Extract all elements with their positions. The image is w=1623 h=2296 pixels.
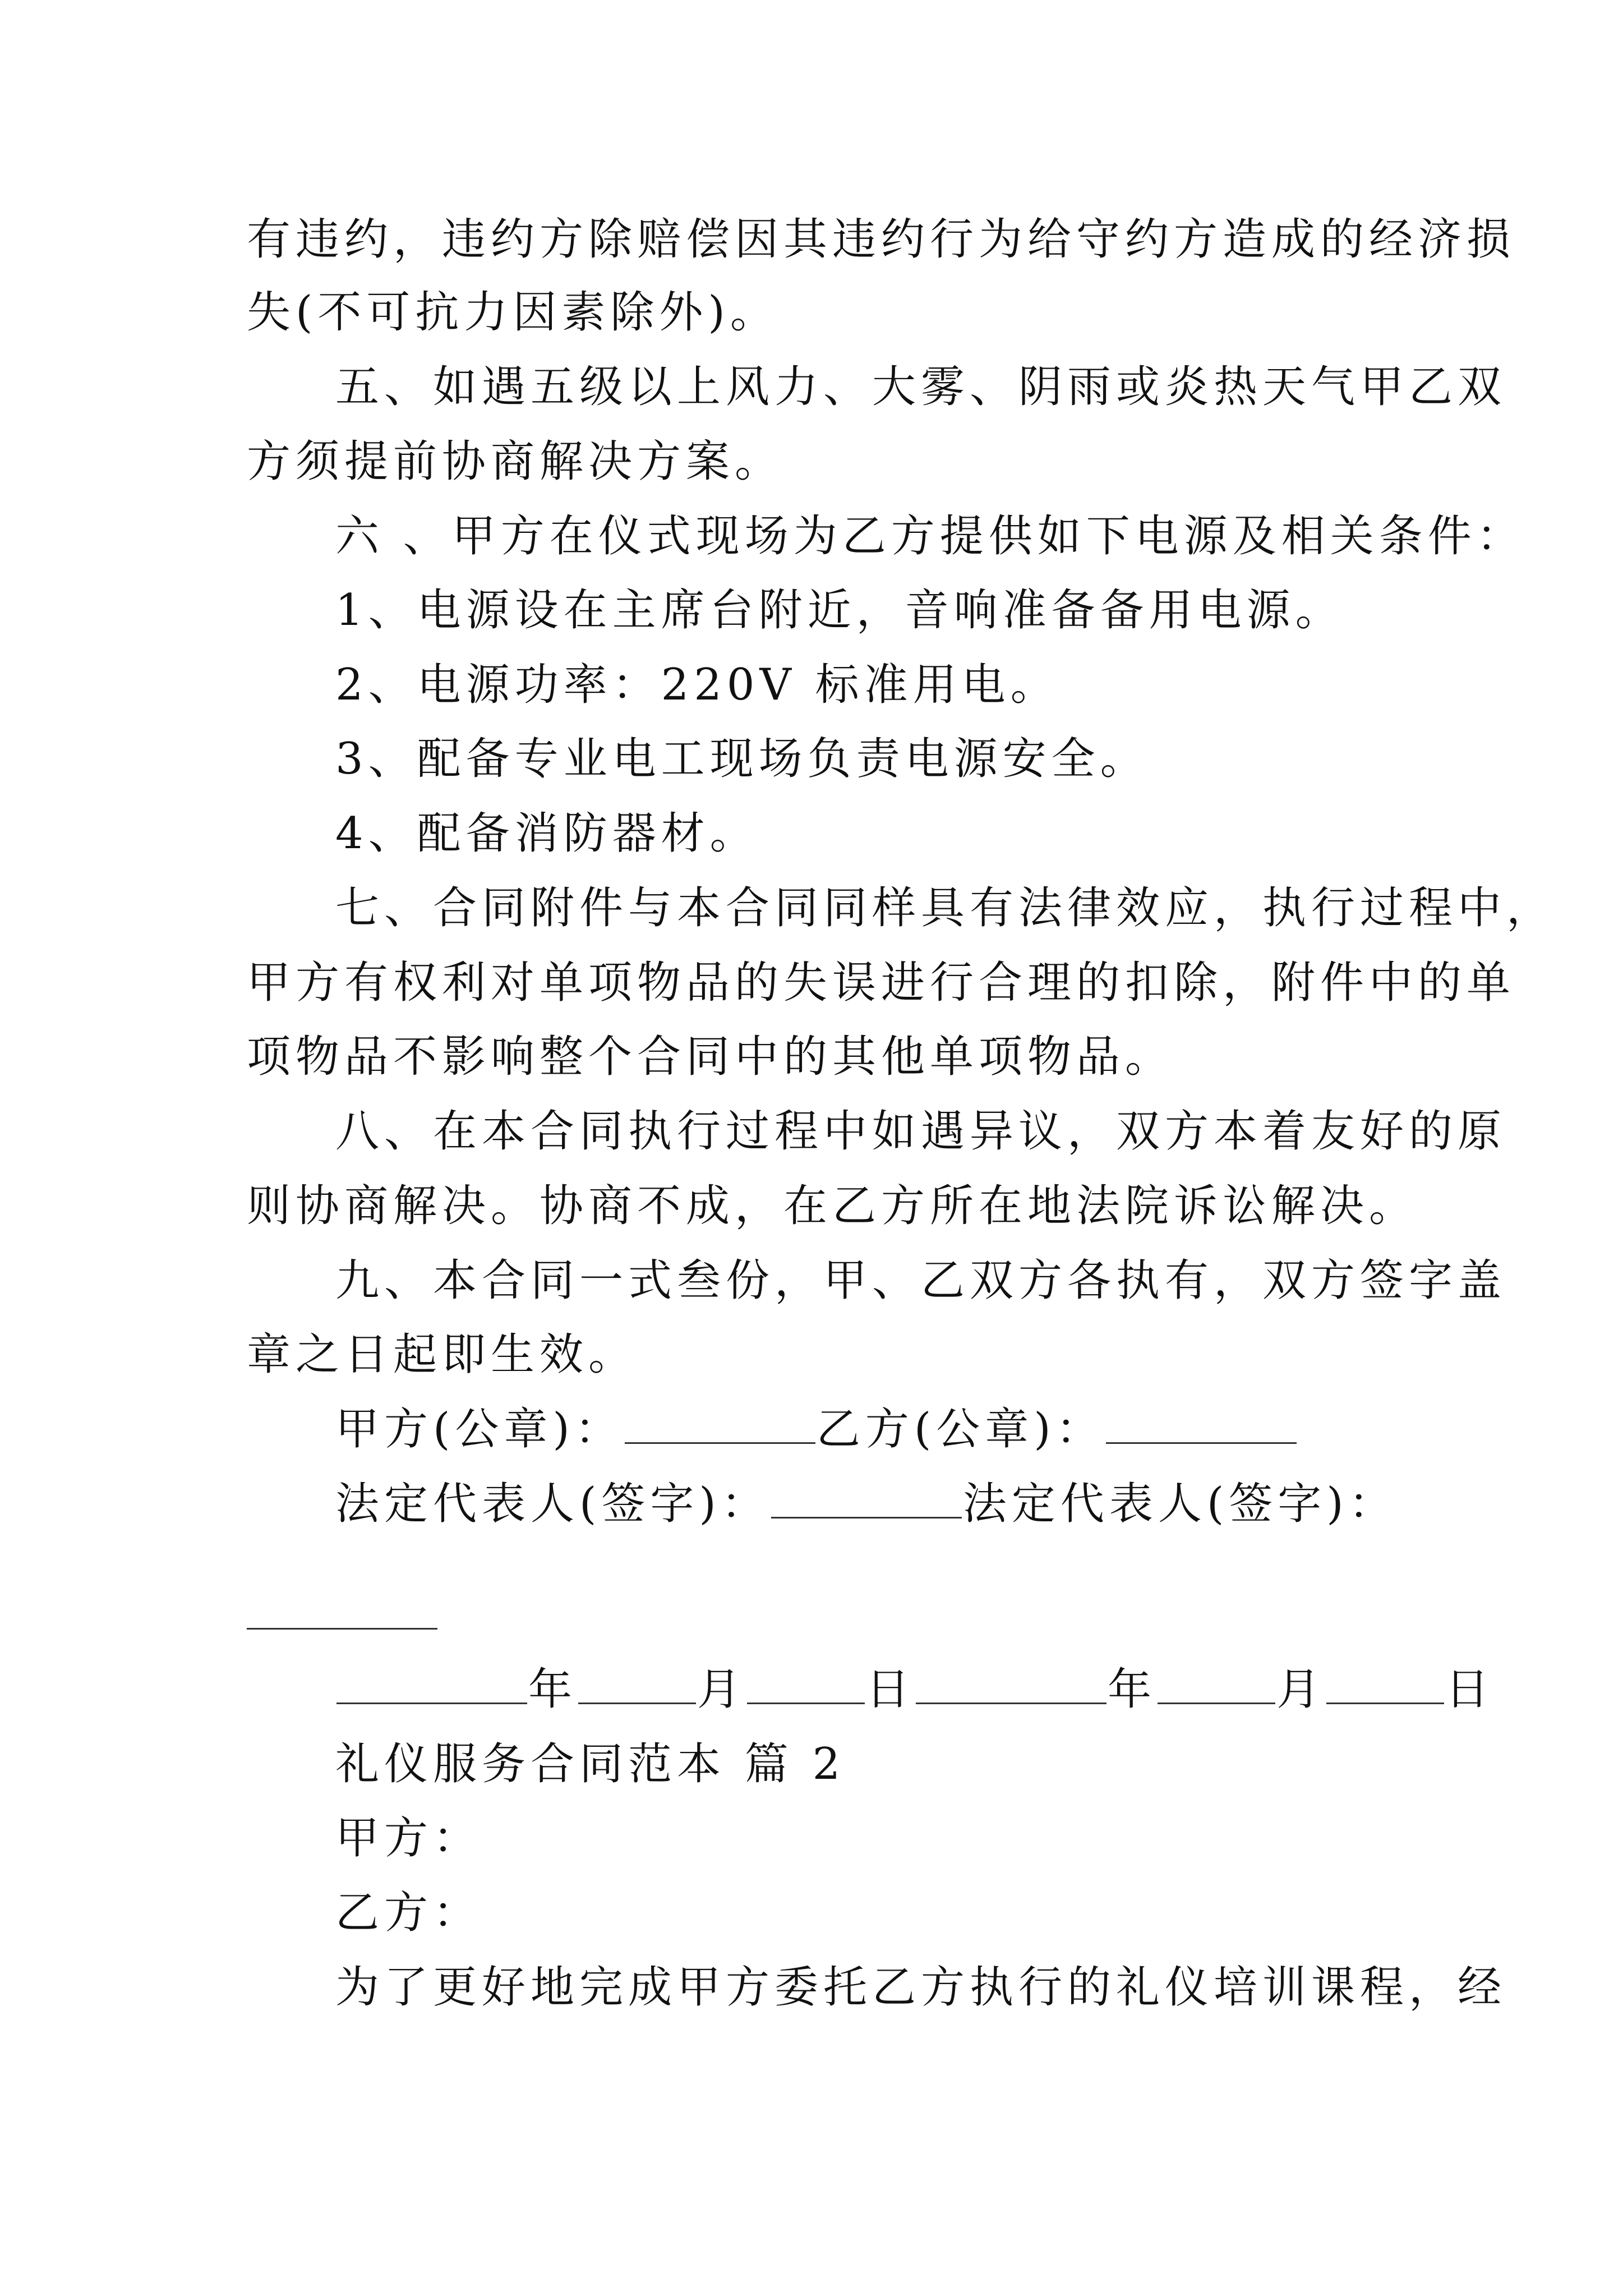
clause-7-line: 甲方有权利对单项物品的失误进行合理的扣除，附件中的单 [247,958,1516,1008]
date-blank [336,1662,527,1704]
signature-blank [771,1476,962,1519]
representative-line [335,1476,1398,1532]
signature-blank [1106,1402,1297,1444]
party-b-seal-label: 乙方(公章)： [816,1404,1105,1455]
date-blank [747,1662,865,1704]
seal-line [335,1401,1298,1457]
clause-7-line: 项物品不影响整个合同中的其他单项物品。 [247,1032,1174,1082]
clause-8-line: 八、在本合同执行过程中如遇异议，双方本着友好的原 [335,1106,1507,1157]
party-b-rep-label: 法定代表人(签字)： [962,1479,1398,1529]
party-a-seal-label: 甲方(公章)： [335,1404,624,1455]
date-blank [578,1662,696,1704]
month-label: 月 [1276,1664,1326,1715]
day-label: 日 [1445,1664,1495,1715]
paragraph-line: 有违约，违约方除赔偿因其违约行为给守约方造成的经济损 [247,214,1516,265]
date-blank [916,1662,1106,1704]
list-item: 1、电源设在主席台附近，音响准备备用电源。 [335,585,1344,636]
year-label: 年 [528,1664,578,1715]
day-label: 日 [866,1664,915,1715]
party-a-rep-label: 法定代表人(签字)： [335,1479,770,1529]
month-label: 月 [697,1664,746,1715]
paragraph-line: 为了更好地完成甲方委托乙方执行的礼仪培训课程，经 [335,1962,1507,2013]
signature-blank [247,1628,437,1630]
date-blank [1158,1662,1275,1704]
clause-9-line: 九、本合同一式叁份，甲、乙双方各执有，双方签字盖 [335,1255,1507,1306]
clause-5-line: 方须提前协商解决方案。 [247,436,784,487]
date-blank [1326,1662,1444,1704]
clause-8-line: 则协商解决。协商不成，在乙方所在地法院诉讼解决。 [247,1181,1418,1231]
clause-6-line: 六 、甲方在仪式现场为乙方提供如下电源及相关条件： [335,511,1525,562]
clause-7-line: 七、合同附件与本合同同样具有法律效应，执行过程中， [335,883,1556,933]
paragraph-line: 失(不可抗力因素除外)。 [247,287,779,338]
clause-9-line: 章之日起即生效。 [247,1329,638,1380]
list-item: 4、配备消防器材。 [335,808,759,859]
party-a-label: 甲方： [335,1813,482,1864]
signature-blank [625,1402,815,1444]
section-title: 礼仪服务合同范本 篇 2 [335,1739,846,1789]
party-b-label: 乙方： [335,1888,482,1938]
clause-5-line: 五、如遇五级以上风力、大雾、阴雨或炎热天气甲乙双 [335,362,1507,412]
year-label: 年 [1108,1664,1157,1715]
list-item: 2、电源功率：220V 标准用电。 [335,660,1059,710]
list-item: 3、配备专业电工现场负责电源安全。 [335,734,1149,784]
date-line [335,1662,1494,1718]
